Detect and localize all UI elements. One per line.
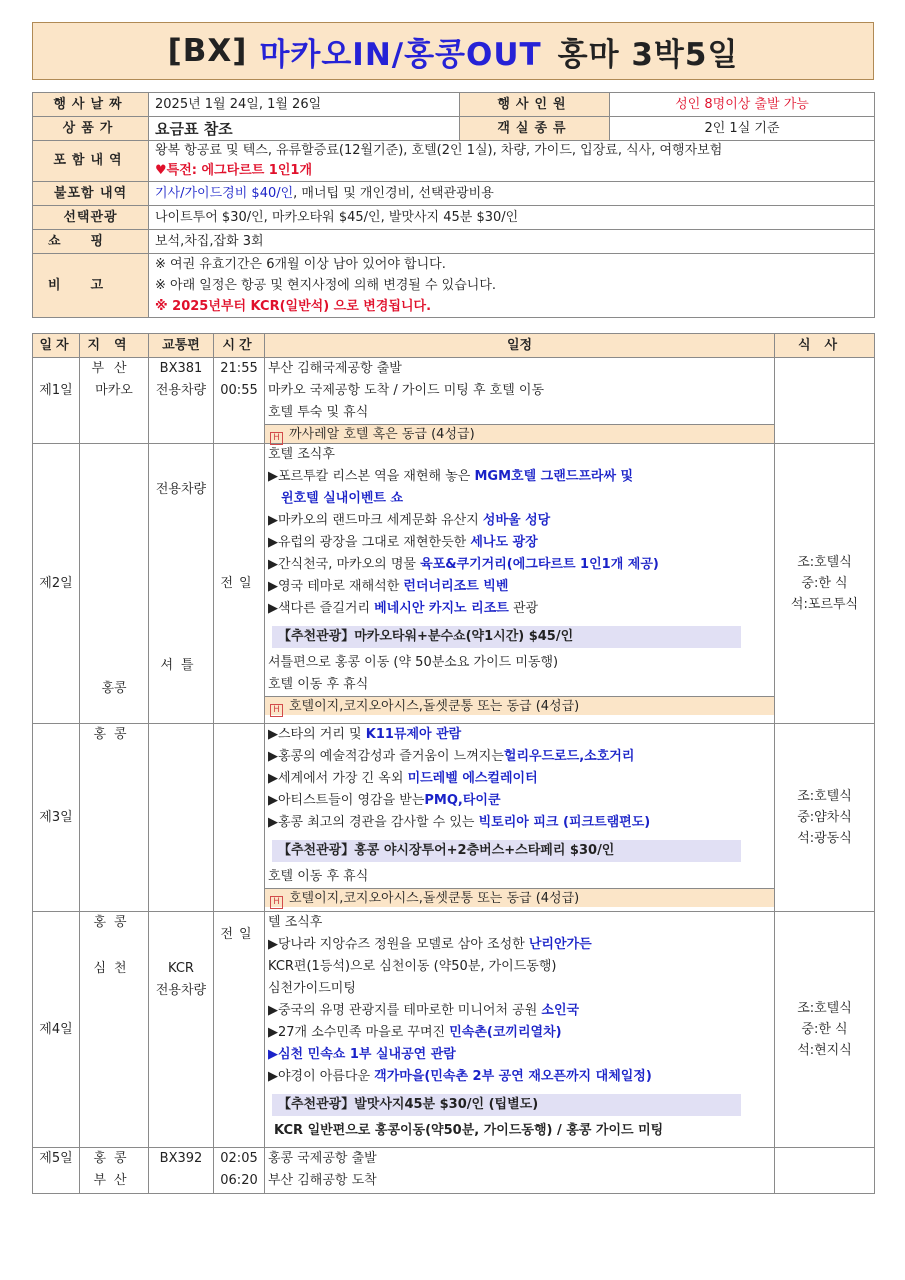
day3-l4a: ▶아티스트들이 영감을 받는 (268, 793, 425, 808)
day4-l7a: ▶야경이 아름다운 (268, 1069, 375, 1084)
hotel-icon: H (270, 432, 283, 445)
day4-schedule (265, 912, 775, 1148)
note-3: ※ 2025년부터 KCR(일반석) 으로 변경됩니다. (155, 299, 432, 314)
day5-time (214, 1148, 265, 1194)
day2-line3 (268, 532, 771, 554)
note-2: ※ 아래 일정은 항공 및 현지사정에 의해 변경될 수 있습니다. (155, 278, 497, 293)
day2-row (33, 444, 875, 724)
day2-hotel-text: 호텔이지,코지오아시스,돌셋쿤통 또는 동급 (4성급) (289, 699, 580, 714)
day1-region1: 부산 (91, 361, 137, 376)
excl-cell (149, 182, 875, 206)
day1-time1: 21:55 (220, 361, 258, 376)
pax-value: 성인 8명이상 출발 가능 (610, 93, 875, 117)
day2-l5b: 런더너리조트 빅벤 (403, 579, 509, 594)
day3-line5 (268, 812, 771, 834)
day3-l3a: ▶세계에서 가장 긴 옥외 (268, 771, 408, 786)
day1-transport2: 전용차량 (155, 383, 207, 398)
day2-transport2: 셔틀 (160, 658, 202, 673)
incl-label: 포함내역 (33, 141, 149, 182)
day4-transport2: 전용차량 (155, 983, 207, 998)
page-title (32, 22, 874, 80)
day4-time: 전일 (214, 912, 265, 1148)
opt-label: 선택관광 (33, 206, 149, 230)
day3-transport (149, 724, 214, 912)
excl-strong: 기사/가이드경비 $40/인 (155, 185, 294, 201)
day4-l4b: 소인국 (541, 1003, 580, 1018)
pax-label: 행사인원 (460, 93, 610, 117)
day3-line4 (268, 790, 771, 812)
day4-line8: KCR 일반편으로 홍콩이동(약50분, 가이드동행) / 홍콩 가이드 미팅 (274, 1123, 664, 1138)
day1-schedule (265, 358, 775, 444)
day5-row (33, 1148, 875, 1194)
header-time: 시간 (214, 334, 265, 358)
day2-l4a: ▶간식천국, 마카오의 명물 (268, 557, 421, 572)
day3-line1 (268, 724, 771, 746)
day3-label: 제3일 (33, 724, 80, 912)
day1-time2: 00:55 (220, 383, 258, 398)
day2-line6 (268, 598, 771, 620)
day4-line0: 텔 조식후 (268, 915, 323, 930)
day3-hotel-text: 호텔이지,코지오아시스,돌셋쿤통 또는 동급 (4성급) (289, 891, 580, 906)
price-label: 상품가 (33, 117, 149, 141)
day2-l5a: ▶영국 테마로 재해석한 (268, 579, 404, 594)
day5-line2: 부산 김해공항 도착 (268, 1173, 377, 1188)
day5-region (80, 1148, 149, 1194)
day2-l1b: MGM호텔 그랜드프라싸 및 (474, 469, 634, 484)
room-value: 2인 1실 기준 (610, 117, 875, 141)
day2-l6b: 베네시안 카지노 리조트 (374, 601, 509, 616)
day2-l1c: 윈호텔 실내이벤트 쇼 (281, 491, 404, 506)
title-route: 마카오IN/홍콩OUT (259, 36, 542, 73)
day5-schedule (265, 1148, 775, 1194)
opt-value: 나이트투어 $30/인, 마카오타워 $45/인, 발맛사지 45분 $30/인 (149, 206, 875, 230)
day2-line8: 호텔 이동 후 휴식 (268, 677, 369, 692)
day4-meal-l: 중:한 식 (801, 1022, 848, 1037)
note-label: 비고 (33, 254, 149, 318)
day4-transport1: KCR (168, 961, 194, 976)
day2-option: 【추천관광】마카오타워+분수쇼(약1시간) $45/인 (272, 626, 741, 648)
shop-label: 쇼핑 (33, 230, 149, 254)
day2-time: 전일 (214, 444, 265, 724)
day1-line2: 마카오 국제공항 도착 / 가이드 미팅 후 호텔 이동 (268, 383, 545, 398)
day2-line1 (268, 466, 771, 488)
header-schedule: 일정 (265, 334, 775, 358)
day1-hotel-text: 까사레알 호텔 혹은 동급 (4성급) (289, 427, 475, 442)
day4-line5 (268, 1022, 771, 1044)
price-value: 요금표 참조 (149, 117, 460, 141)
day2-hotel (265, 696, 774, 715)
day2-line0: 호텔 조식후 (268, 447, 335, 462)
day2-meal-d: 석:포르투식 (790, 597, 859, 612)
day3-meal (775, 724, 875, 912)
day4-option: 【추천관광】발맛사지45분 $30/인 (팁별도) (272, 1094, 741, 1116)
day4-region1: 홍콩 (93, 915, 135, 930)
schedule-table (32, 333, 875, 1194)
day1-transport (149, 358, 214, 444)
day2-l1a: ▶포르투칼 리스본 역을 재현해 놓은 (268, 469, 475, 484)
day4-meal-b: 조:호텔식 (797, 1001, 852, 1016)
day1-region (80, 358, 149, 444)
day2-region: 홍콩 (80, 444, 149, 724)
day4-label: 제4일 (33, 912, 80, 1148)
day4-row (33, 912, 875, 1148)
day4-l5a: ▶27개 소수민족 마을로 꾸며진 (268, 1025, 450, 1040)
header-transport: 교통편 (149, 334, 214, 358)
day4-line7 (268, 1066, 771, 1088)
day5-region2: 부산 (93, 1173, 135, 1188)
info-table (32, 92, 875, 318)
day4-l1b: 난리안가든 (528, 937, 592, 952)
day1-region2: 마카오 (95, 383, 133, 398)
day5-meal (775, 1148, 875, 1194)
day3-line6: 호텔 이동 후 휴식 (268, 869, 369, 884)
day3-region: 홍콩 (80, 724, 149, 912)
day2-schedule (265, 444, 775, 724)
day3-l5b: 빅토리아 피크 (피크트램편도) (478, 815, 651, 830)
hotel-icon: H (270, 896, 283, 909)
day3-l1b: K11뮤제아 관람 (365, 727, 462, 742)
day4-l1a: ▶당나라 지앙슈즈 정원을 모델로 삼아 조성한 (268, 937, 529, 952)
day4-line4 (268, 1000, 771, 1022)
hotel-icon: H (270, 704, 283, 717)
day3-line3 (268, 768, 771, 790)
day4-meal (775, 912, 875, 1148)
day4-region2: 심천 (93, 961, 135, 976)
day1-line3: 호텔 투숙 및 휴식 (268, 405, 369, 420)
day4-line6: ▶심천 민속쇼 1부 실내공연 관람 (268, 1047, 456, 1062)
day3-row (33, 724, 875, 912)
date-label: 행사날짜 (33, 93, 149, 117)
day5-region1: 홍콩 (93, 1151, 135, 1166)
day3-meal-b: 조:호텔식 (797, 789, 852, 804)
day1-label: 제1일 (33, 358, 80, 444)
day3-l4b: PMQ,타이쿤 (424, 793, 501, 808)
day4-l7b: 객가마을(민속촌 2부 공연 재오픈까지 대체일정) (374, 1069, 652, 1084)
day3-option: 【추천관광】홍콩 야시장투어+2층버스+스타페리 $30/인 (272, 840, 741, 862)
day4-region (80, 912, 149, 1148)
day2-line2 (268, 510, 771, 532)
day4-meal-d: 석:현지식 (797, 1043, 852, 1058)
title-prefix: [BX] (167, 33, 248, 69)
day3-l1a: ▶스타의 거리 및 (268, 727, 366, 742)
day3-hotel (265, 888, 774, 907)
day5-time2: 06:20 (220, 1173, 258, 1188)
day5-label: 제5일 (33, 1148, 80, 1194)
day3-l2a: ▶홍콩의 예술적감성과 즐거움이 느껴지는 (268, 749, 504, 764)
day3-line2 (268, 746, 771, 768)
day3-time (214, 724, 265, 912)
day2-label: 제2일 (33, 444, 80, 724)
day2-transport (149, 444, 214, 724)
day3-schedule (265, 724, 775, 912)
day2-meal-b: 조:호텔식 (797, 555, 852, 570)
day4-line1 (268, 934, 771, 956)
day2-line4 (268, 554, 771, 576)
shop-value: 보석,차집,잡화 3회 (149, 230, 875, 254)
day4-transport (149, 912, 214, 1148)
note-1: ※ 여권 유효기간은 6개월 이상 남아 있어야 합니다. (155, 257, 446, 272)
day3-meal-l: 중:얌차식 (797, 810, 852, 825)
day2-meal-l: 중:한 식 (801, 576, 848, 591)
day1-time (214, 358, 265, 444)
room-label: 객실종류 (460, 117, 610, 141)
day3-l5a: ▶홍콩 최고의 경관을 감사할 수 있는 (268, 815, 479, 830)
day1-line1: 부산 김해국제공항 출발 (268, 361, 402, 376)
day2-l2a: ▶마카오의 랜드마크 세계문화 유산지 (268, 513, 483, 528)
excl-label: 불포함 내역 (33, 182, 149, 206)
incl-value: 왕복 항공료 및 텍스, 유류할증료(12월기준), 호텔(2인 1실), 차량, 가이드, 입장료, 식사, 여행자보험 (155, 143, 723, 158)
notes-cell (149, 254, 875, 318)
day2-line5 (268, 576, 771, 598)
incl-cell (149, 141, 875, 182)
title-suffix: 홍마 3박5일 (557, 36, 739, 73)
day5-line1: 홍콩 국제공항 출발 (268, 1151, 377, 1166)
day2-l2b: 성바울 성당 (482, 513, 551, 528)
day2-l6a: ▶색다른 즐길거리 (268, 601, 375, 616)
day2-l3a: ▶유럽의 광장을 그대로 재현한듯한 (268, 535, 471, 550)
day3-l2b: 헐리우드로드,소호거리 (503, 749, 635, 764)
day5-transport: BX392 (149, 1148, 214, 1194)
day1-row (33, 358, 875, 444)
day4-line2: KCR편(1등석)으로 심천이동 (약50분, 가이드동행) (268, 959, 557, 974)
header-meal: 식사 (775, 334, 875, 358)
day2-transport1: 전용차량 (155, 482, 207, 497)
day1-hotel (265, 424, 774, 443)
day1-transport1: BX381 (159, 361, 203, 376)
day5-time1: 02:05 (220, 1151, 258, 1166)
day2-l3b: 세나도 광장 (470, 535, 538, 550)
day3-l3b: 미드레벨 에스컬레이터 (407, 771, 538, 786)
day4-l5b: 민속촌(코끼리열차) (449, 1025, 562, 1040)
day2-meal (775, 444, 875, 724)
day4-line3: 심천가이드미팅 (268, 981, 356, 996)
header-day: 일자 (33, 334, 80, 358)
day3-meal-d: 석:광동식 (797, 831, 852, 846)
excl-rest: , 매너팁 및 개인경비, 선택관광비용 (293, 185, 494, 201)
header-region: 지역 (80, 334, 149, 358)
day4-l4a: ▶중국의 유명 관광지를 테마로한 미니어처 공원 (268, 1003, 542, 1018)
day2-line7: 셔틀편으로 홍콩 이동 (약 50분소요 가이드 미동행) (268, 655, 559, 670)
incl-special: ♥특전: 에그타르트 1인1개 (155, 163, 313, 178)
day1-meal (775, 358, 875, 444)
day2-l4b: 육포&쿠기거리(에그타르트 1인1개 제공) (420, 557, 659, 572)
date-value: 2025년 1월 24일, 1월 26일 (149, 93, 460, 117)
day2-l6c: 관광 (508, 601, 539, 616)
